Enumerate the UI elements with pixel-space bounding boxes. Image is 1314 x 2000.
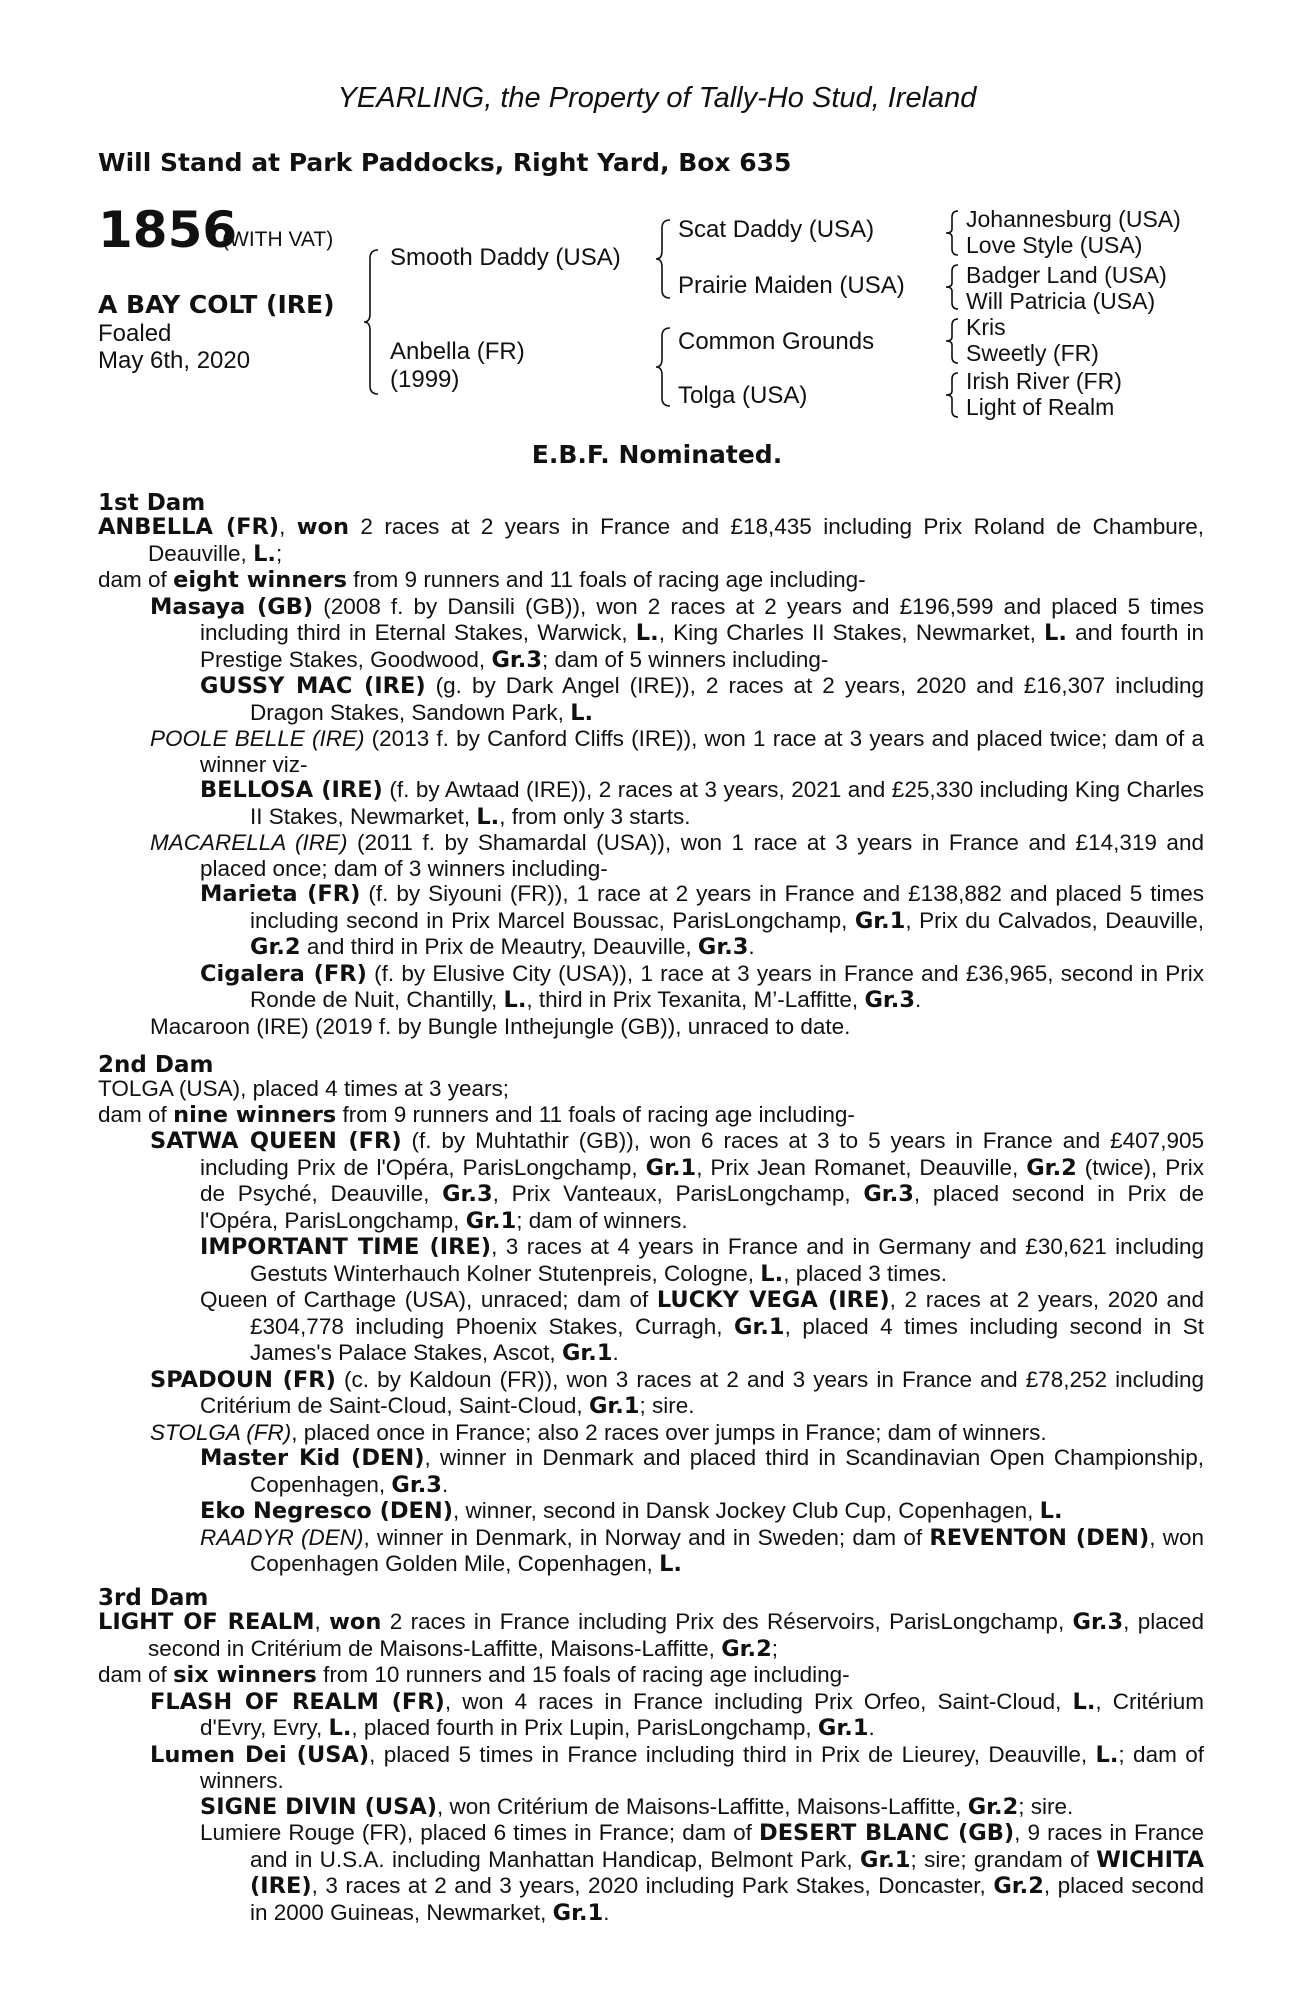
pedigree-dd-sire: Irish River (FR)	[966, 368, 1122, 394]
produce-entry: Cigalera (FR) (f. by Elusive City (USA)), 1 race at 3 years in France and £36,965, second in Prix Ronde de Nuit, Chantilly, L., third in Prix Texanita, M’-Laffitte, Gr.3.	[200, 960, 1204, 1013]
horse-name: SPADOUN (FR)	[150, 1366, 336, 1393]
pedigree-dam-dam: Tolga (USA)	[678, 382, 808, 409]
lot-number: 1856	[98, 201, 238, 259]
produce-entry: GUSSY MAC (IRE) (g. by Dark Angel (IRE)), 2 races at 2 years, 2020 and £16,307 including Dragon Stakes, Sandown Park, L.	[200, 673, 1205, 726]
horse-name: ANBELLA (FR)	[98, 514, 280, 540]
pedigree-sire-dam: Prairie Maiden (USA)	[678, 272, 905, 299]
pedigree-dam-year: (1999)	[390, 366, 460, 393]
foaled-label: Foaled	[98, 320, 172, 347]
horse-name: WICHITA (IRE)	[250, 1846, 1204, 1899]
pedigree-dam-brace	[656, 326, 672, 408]
pedigree-ss-brace	[944, 210, 960, 256]
third-dam-section	[98, 1609, 1204, 1926]
horse-name: FLASH OF REALM (FR)	[150, 1688, 445, 1715]
lot-description: A BAY COLT (IRE)	[98, 290, 335, 319]
produce-entry: STOLGA (FR), placed once in France; also 2 races over jumps in France; dam of winners.	[150, 1419, 1047, 1445]
horse-name: REVENTON (DEN)	[929, 1524, 1150, 1551]
produce-entry: BELLOSA (IRE) (f. by Awtaad (IRE)), 2 races at 3 years, 2021 and £25,330 including King Charles II Stakes, Newmarket, L., from only 3 starts.	[200, 777, 1204, 830]
horse-name: Marieta (FR)	[200, 881, 361, 907]
produce-entry: Master Kid (DEN), winner in Denmark and placed third in Scandinavian Open Championship, Copenhagen, Gr.3.	[200, 1445, 1204, 1498]
first-dam-entry: ANBELLA (FR), won 2 races at 2 years in France and £18,435 including Prix Roland de Chambure, Deauville, L.;	[98, 514, 1204, 567]
pedigree-ss-sire: Johannesburg (USA)	[966, 206, 1181, 232]
horse-name: Masaya (GB)	[150, 593, 314, 620]
pedigree-ds-sire: Kris	[966, 314, 1006, 340]
pedigree-dd-brace	[944, 372, 960, 418]
third-dam-entry: LIGHT OF REALM, won 2 races in France including Prix des Réservoirs, ParisLongchamp, Gr.3, placed second in Critérium de Maisons-Laffitte, Maisons-Laffitte, Gr.2;	[98, 1609, 1204, 1662]
pedigree-sire-brace	[656, 218, 672, 300]
horse-name: SATWA QUEEN (FR)	[150, 1128, 402, 1154]
page-title: YEARLING, the Property of Tally-Ho Stud, Ireland	[337, 82, 977, 114]
pedigree-ds-brace	[944, 318, 960, 364]
pedigree-ss-dam: Love Style (USA)	[966, 232, 1143, 258]
first-dam-heading: 1st Dam	[98, 490, 206, 516]
pedigree-sd-sire: Badger Land (USA)	[966, 262, 1167, 288]
second-dam-entry: TOLGA (USA), placed 4 times at 3 years;	[98, 1076, 509, 1101]
horse-name: LUCKY VEGA (IRE)	[656, 1287, 890, 1313]
horse-name: DESERT BLANC (GB)	[759, 1820, 1015, 1846]
horse-name: MACARELLA (IRE)	[150, 830, 348, 855]
horse-name: SIGNE DIVIN (USA)	[200, 1793, 438, 1820]
horse-name: Master Kid (DEN)	[200, 1445, 425, 1471]
third-dam-heading: 3rd Dam	[98, 1585, 209, 1611]
produce-entry: Eko Negresco (DEN), winner, second in Dansk Jockey Club Cup, Copenhagen, L.	[200, 1498, 1063, 1524]
horse-name: Cigalera (FR)	[200, 960, 367, 987]
produce-entry: SPADOUN (FR) (c. by Kaldoun (FR)), won 3 races at 2 and 3 years in France and £78,252 including Critérium de Saint-Cloud, Saint-Cloud, Gr.1; sire.	[150, 1366, 1204, 1419]
produce-entry: POOLE BELLE (IRE) (2013 f. by Canford Cliffs (IRE)), won 1 race at 3 years and placed twice; dam of a winner viz-	[150, 726, 1204, 777]
second-dam-winners: dam of nine winners from 9 runners and 11 foals of racing age including-	[98, 1101, 855, 1128]
horse-name: GUSSY MAC (IRE)	[200, 673, 426, 699]
second-dam-section	[98, 1076, 1204, 1578]
produce-entry: Masaya (GB) (2008 f. by Dansili (GB)), won 2 races at 2 years and £196,599 and placed 5 times including third in Eternal Stakes, Warwick, L., King Charles II Stakes, Newmarket, L. and fourth in Prestige Stakes, Goodwood, Gr.3; dam of 5 winners including-	[150, 593, 1204, 673]
produce-entry: Macaroon (IRE) (2019 f. by Bungle Inthejungle (GB)), unraced to date.	[150, 1013, 851, 1039]
foaled-date: May 6th, 2020	[98, 347, 251, 374]
pedigree-dd-dam: Light of Realm	[966, 394, 1115, 420]
produce-entry: SATWA QUEEN (FR) (f. by Muhtathir (GB)), won 6 races at 3 to 5 years in France and £407,905 including Prix de l'Opéra, ParisLongchamp, Gr.1, Prix Jean Romanet, Deauville, Gr.2 (twice), Prix de Psyché, Deauville, Gr.3, Prix Vanteaux, ParisLongchamp, Gr.3, placed second in Prix de l'Opéra, ParisLongchamp, Gr.1; dam of winners.	[150, 1128, 1204, 1234]
produce-entry: IMPORTANT TIME (IRE), 3 races at 4 years in France and in Germany and £30,621 including Gestuts Winterhauch Kolner Stutenpreis, Cologne, L., placed 3 times.	[200, 1234, 1204, 1287]
horse-name: IMPORTANT TIME (IRE)	[200, 1234, 492, 1260]
pedigree-ds-dam: Sweetly (FR)	[966, 340, 1099, 366]
produce-entry: Lumen Dei (USA), placed 5 times in France including third in Prix de Lieurey, Deauville, L.; dam of winners.	[150, 1741, 1204, 1793]
pedigree-sire-sire: Scat Daddy (USA)	[678, 216, 875, 243]
produce-entry: MACARELLA (IRE) (2011 f. by Shamardal (USA)), won 1 race at 3 years in France and £14,319 and placed once; dam of 3 winners including-	[150, 830, 1204, 881]
vat-note: (WITH VAT)	[222, 228, 334, 251]
horse-name: RAADYR (DEN)	[200, 1524, 364, 1550]
produce-entry: RAADYR (DEN), winner in Denmark, in Norway and in Sweden; dam of REVENTON (DEN), won Copenhagen Golden Mile, Copenhagen, L.	[200, 1524, 1204, 1577]
horse-name: Eko Negresco (DEN)	[200, 1498, 454, 1524]
pedigree-dam: Anbella (FR)	[390, 338, 525, 365]
pedigree-sd-brace	[944, 264, 960, 310]
second-dam-heading: 2nd Dam	[98, 1052, 214, 1078]
pedigree-sire: Smooth Daddy (USA)	[390, 244, 621, 271]
third-dam-winners: dam of six winners from 10 runners and 15 foals of racing age including-	[98, 1662, 850, 1688]
horse-name: Lumen Dei (USA)	[150, 1741, 370, 1768]
first-dam-section	[98, 514, 1204, 1039]
horse-name: LIGHT OF REALM	[98, 1609, 315, 1635]
produce-entry: SIGNE DIVIN (USA), won Critérium de Maisons-Laffitte, Maisons-Laffitte, Gr.2; sire.	[200, 1793, 1074, 1820]
ebf-nomination: E.B.F. Nominated.	[531, 440, 783, 469]
produce-entry: Queen of Carthage (USA), unraced; dam of LUCKY VEGA (IRE), 2 races at 2 years, 2020 and £304,778 including Phoenix Stakes, Curragh, Gr.1, placed 4 times including second in St James's Palace Stakes, Ascot, Gr.1.	[200, 1287, 1205, 1366]
pedigree-sd-dam: Will Patricia (USA)	[966, 288, 1156, 314]
won-label: won	[296, 514, 350, 540]
produce-entry: Marieta (FR) (f. by Siyouni (FR)), 1 race at 2 years in France and £138,882 and placed 5 times including second in Prix Marcel Boussac, ParisLongchamp, Gr.1, Prix du Calvados, Deauville, Gr.2 and third in Prix de Meautry, Deauville, Gr.3.	[200, 881, 1204, 960]
pedigree-dam-sire: Common Grounds	[678, 328, 875, 355]
pedigree-main-brace	[364, 248, 380, 396]
stand-location: Will Stand at Park Paddocks, Right Yard, Box 635	[98, 148, 792, 177]
horse-name: BELLOSA (IRE)	[200, 777, 383, 803]
produce-entry: FLASH OF REALM (FR), won 4 races in France including Prix Orfeo, Saint-Cloud, L., Critérium d'Evry, Evry, L., placed fourth in Prix Lupin, ParisLongchamp, Gr.1.	[150, 1688, 1204, 1741]
foaled-info	[98, 320, 250, 374]
horse-name: STOLGA (FR)	[150, 1419, 292, 1445]
horse-name: POOLE BELLE (IRE)	[150, 726, 365, 751]
produce-entry: Lumiere Rouge (FR), placed 6 times in France; dam of DESERT BLANC (GB), 9 races in France and in U.S.A. including Manhattan Handicap, Belmont Park, Gr.1; sire; grandam of WICHITA (IRE), 3 races at 2 and 3 years, 2020 including Park Stakes, Doncaster, Gr.2, placed second in 2000 Guineas, Newmarket, Gr.1.	[200, 1820, 1204, 1926]
first-dam-winners: dam of eight winners from 9 runners and 11 foals of racing age including-	[98, 567, 866, 593]
